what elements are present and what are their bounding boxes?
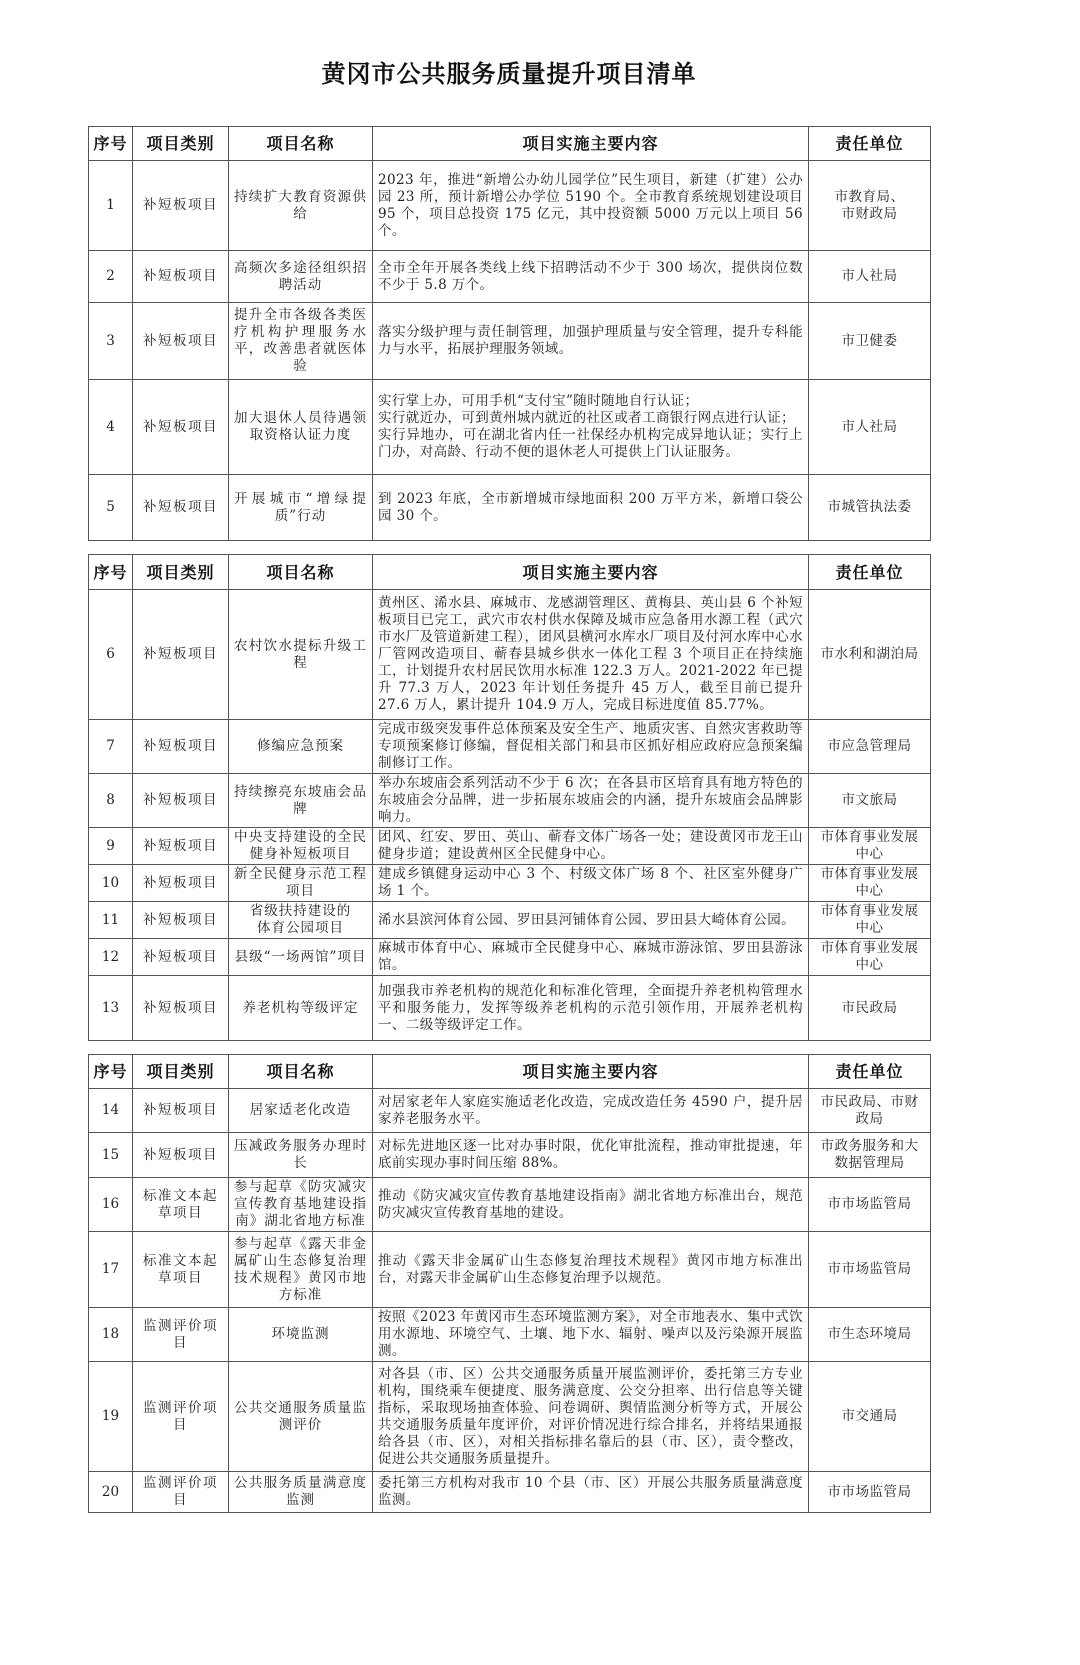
row-category: 监测评价项目 xyxy=(133,1308,229,1362)
row-number: 7 xyxy=(89,720,133,774)
row-content: 对居家老年人家庭实施适老化改造，完成改造任务 4590 户，提升居家养老服务水平。 xyxy=(373,1089,809,1133)
row-content: 全市全年开展各类线上线下招聘活动不少于 300 场次，提供岗位数不少于 5.8 万个。 xyxy=(373,251,809,303)
row-responsible-unit: 市体育事业发展中心 xyxy=(809,939,931,976)
row-project-name: 持续擦亮东坡庙会品牌 xyxy=(229,774,373,828)
table-row xyxy=(89,720,931,774)
row-content: 推动《防灾减灾宣传教育基地建设指南》湖北省地方标准出台，规范防灾减灾宣传教育基地的建设。 xyxy=(373,1178,809,1232)
row-category: 补短板项目 xyxy=(133,720,229,774)
row-content: 对各县（市、区）公共交通服务质量开展监测评价，委托第三方专业机构，围绕乘车便捷度、服务满意度、公交分担率、出行信息等关键指标，采取现场抽查体验、问卷调研、舆情监测分析等方式，开展公共交通服务质量年度评价，对评价情况进行综合排名，并将结果通报给各县（市、区），对相关指标排名靠后的县（市、区），责令整改，促进公共交通服务质量提升。 xyxy=(373,1362,809,1472)
row-category: 补短板项目 xyxy=(133,1089,229,1133)
table-row xyxy=(89,1472,931,1513)
row-content: 浠水县滨河体育公园、罗田县河铺体育公园、罗田县大崎体育公园。 xyxy=(373,902,809,939)
row-category: 补短板项目 xyxy=(133,902,229,939)
row-content: 对标先进地区逐一比对办事时限，优化审批流程，推动审批提速，年底前实现办事时间压缩 88%。 xyxy=(373,1133,809,1178)
header-content: 项目实施主要内容 xyxy=(373,1055,809,1089)
table-row xyxy=(89,303,931,380)
row-number: 5 xyxy=(89,475,133,541)
row-category: 监测评价项目 xyxy=(133,1472,229,1513)
row-number: 2 xyxy=(89,251,133,303)
table-row xyxy=(89,1308,931,1362)
header-project-name: 项目名称 xyxy=(229,127,373,161)
row-project-name: 开展城市“增绿提质”行动 xyxy=(229,475,373,541)
row-category: 补短板项目 xyxy=(133,590,229,720)
row-responsible-unit: 市政务服务和大数据管理局 xyxy=(809,1133,931,1178)
row-responsible-unit: 市市场监管局 xyxy=(809,1232,931,1308)
row-responsible-unit: 市市场监管局 xyxy=(809,1178,931,1232)
row-project-name: 新全民健身示范工程项目 xyxy=(229,865,373,902)
row-project-name: 养老机构等级评定 xyxy=(229,976,373,1041)
row-content: 落实分级护理与责任制管理，加强护理质量与安全管理，提升专科能力与水平，拓展护理服务领域。 xyxy=(373,303,809,380)
table-row xyxy=(89,1178,931,1232)
row-project-name: 参与起草《防灾减灾宣传教育基地建设指南》湖北省地方标准 xyxy=(229,1178,373,1232)
header-number: 序号 xyxy=(89,1055,133,1089)
table-row xyxy=(89,1362,931,1472)
row-category: 补短板项目 xyxy=(133,475,229,541)
row-responsible-unit: 市体育事业发展中心 xyxy=(809,902,931,939)
row-content: 加强我市养老机构的规范化和标准化管理，全面提升养老机构管理水平和服务能力，发挥等级养老机构的示范引领作用，开展养老机构一、二级等级评定工作。 xyxy=(373,976,809,1041)
row-number: 13 xyxy=(89,976,133,1041)
row-category: 补短板项目 xyxy=(133,380,229,475)
row-category: 补短板项目 xyxy=(133,774,229,828)
row-responsible-unit: 市民政局、市财政局 xyxy=(809,1089,931,1133)
header-responsible-unit: 责任单位 xyxy=(809,555,931,590)
table-row xyxy=(89,976,931,1041)
row-category: 补短板项目 xyxy=(133,303,229,380)
header-category: 项目类别 xyxy=(133,555,229,590)
table-row xyxy=(89,1089,931,1133)
row-number: 17 xyxy=(89,1232,133,1308)
row-number: 8 xyxy=(89,774,133,828)
table-row xyxy=(89,828,931,865)
header-category: 项目类别 xyxy=(133,127,229,161)
row-content: 实行掌上办，可用手机“支付宝”随时随地自行认证； 实行就近办，可到黄州城内就近的社区或者工商银行网点进行认证； 实行异地办，可在湖北省内任一社保经办机构完成异地认证；实行上门办，对高龄、行动不便的退休老人可提供上门认证服务。 xyxy=(373,380,809,475)
row-responsible-unit: 市人社局 xyxy=(809,251,931,303)
project-table xyxy=(88,1054,931,1513)
table-row xyxy=(89,161,931,251)
table-header-row xyxy=(89,555,931,590)
row-project-name: 公共服务质量满意度监测 xyxy=(229,1472,373,1513)
row-content: 建成乡镇健身运动中心 3 个、村级文体广场 8 个、社区室外健身广场 1 个。 xyxy=(373,865,809,902)
row-number: 3 xyxy=(89,303,133,380)
row-project-name: 居家适老化改造 xyxy=(229,1089,373,1133)
project-table xyxy=(88,126,931,541)
row-number: 15 xyxy=(89,1133,133,1178)
table-row xyxy=(89,475,931,541)
row-content: 举办东坡庙会系列活动不少于 6 次；在各县市区培育具有地方特色的东坡庙会分品牌，进一步拓展东坡庙会的内涵，提升东坡庙会品牌影响力。 xyxy=(373,774,809,828)
table-header-row xyxy=(89,1055,931,1089)
table-row xyxy=(89,939,931,976)
row-number: 1 xyxy=(89,161,133,251)
document-sheet xyxy=(88,56,930,1513)
row-responsible-unit: 市教育局、 市财政局 xyxy=(809,161,931,251)
row-category: 监测评价项目 xyxy=(133,1362,229,1472)
table-row xyxy=(89,865,931,902)
table-row xyxy=(89,251,931,303)
header-number: 序号 xyxy=(89,127,133,161)
row-number: 18 xyxy=(89,1308,133,1362)
row-number: 20 xyxy=(89,1472,133,1513)
row-responsible-unit: 市交通局 xyxy=(809,1362,931,1472)
row-content: 团风、红安、罗田、英山、蕲春文体广场各一处；建设黄冈市龙王山健身步道；建设黄州区全民健身中心。 xyxy=(373,828,809,865)
row-category: 标准文本起草项目 xyxy=(133,1232,229,1308)
row-number: 19 xyxy=(89,1362,133,1472)
table-row xyxy=(89,1133,931,1178)
header-content: 项目实施主要内容 xyxy=(373,555,809,590)
row-responsible-unit: 市应急管理局 xyxy=(809,720,931,774)
table-header-row xyxy=(89,127,931,161)
row-content: 到 2023 年底，全市新增城市绿地面积 200 万平方米，新增口袋公园 30 个。 xyxy=(373,475,809,541)
table-row xyxy=(89,774,931,828)
table-row xyxy=(89,902,931,939)
row-number: 9 xyxy=(89,828,133,865)
row-project-name: 参与起草《露天非金属矿山生态修复治理技术规程》黄冈市地方标准 xyxy=(229,1232,373,1308)
row-responsible-unit: 市卫健委 xyxy=(809,303,931,380)
row-project-name: 压减政务服务办理时长 xyxy=(229,1133,373,1178)
row-project-name: 中央支持建设的全民健身补短板项目 xyxy=(229,828,373,865)
row-responsible-unit: 市民政局 xyxy=(809,976,931,1041)
row-content: 黄州区、浠水县、麻城市、龙感湖管理区、黄梅县、英山县 6 个补短板项目已完工，武穴市农村供水保障及城市应急备用水源工程（武穴市水厂及管道新建工程），团风县横河水库水厂项目及付河水库中心水厂管网改造项目、蕲春县城乡供水一体化工程 3 个项目正在持续施工，计划提升农村居民饮用水标准 122.3 万人。2021-2022 年已提升 77.3 万人，2023 年计划任务提升 45 万人，截至目前已提升 27.6 万人，累计提升 104.9 万人，完成目标进度值 85.77%。 xyxy=(373,590,809,720)
row-project-name: 省级扶持建设的 体育公园项目 xyxy=(229,902,373,939)
row-category: 补短板项目 xyxy=(133,865,229,902)
header-number: 序号 xyxy=(89,555,133,590)
header-responsible-unit: 责任单位 xyxy=(809,127,931,161)
row-number: 14 xyxy=(89,1089,133,1133)
row-category: 补短板项目 xyxy=(133,976,229,1041)
header-category: 项目类别 xyxy=(133,1055,229,1089)
row-number: 6 xyxy=(89,590,133,720)
row-content: 推动《露天非金属矿山生态修复治理技术规程》黄冈市地方标准出台，对露天非金属矿山生态修复治理予以规范。 xyxy=(373,1232,809,1308)
row-number: 4 xyxy=(89,380,133,475)
row-responsible-unit: 市城管执法委 xyxy=(809,475,931,541)
header-content: 项目实施主要内容 xyxy=(373,127,809,161)
row-project-name: 高频次多途径组织招聘活动 xyxy=(229,251,373,303)
row-responsible-unit: 市生态环境局 xyxy=(809,1308,931,1362)
row-content: 按照《2023 年黄冈市生态环境监测方案》，对全市地表水、集中式饮用水源地、环境空气、土壤、地下水、辐射、噪声以及污染源开展监测。 xyxy=(373,1308,809,1362)
row-responsible-unit: 市人社局 xyxy=(809,380,931,475)
row-project-name: 持续扩大教育资源供给 xyxy=(229,161,373,251)
row-number: 10 xyxy=(89,865,133,902)
row-project-name: 县级“一场两馆”项目 xyxy=(229,939,373,976)
row-project-name: 提升全市各级各类医疗机构护理服务水平，改善患者就医体验 xyxy=(229,303,373,380)
header-project-name: 项目名称 xyxy=(229,1055,373,1089)
page-title: 黄冈市公共服务质量提升项目清单 xyxy=(321,59,697,88)
row-project-name: 农村饮水提标升级工程 xyxy=(229,590,373,720)
row-content: 委托第三方机构对我市 10 个县（市、区）开展公共服务质量满意度监测。 xyxy=(373,1472,809,1513)
header-project-name: 项目名称 xyxy=(229,555,373,590)
project-table xyxy=(88,554,931,1041)
row-category: 补短板项目 xyxy=(133,939,229,976)
table-row xyxy=(89,1232,931,1308)
row-category: 补短板项目 xyxy=(133,1133,229,1178)
header-responsible-unit: 责任单位 xyxy=(809,1055,931,1089)
row-project-name: 环境监测 xyxy=(229,1308,373,1362)
row-number: 12 xyxy=(89,939,133,976)
row-responsible-unit: 市文旅局 xyxy=(809,774,931,828)
row-responsible-unit: 市体育事业发展中心 xyxy=(809,828,931,865)
table-row xyxy=(89,380,931,475)
row-responsible-unit: 市市场监管局 xyxy=(809,1472,931,1513)
row-category: 补短板项目 xyxy=(133,828,229,865)
row-responsible-unit: 市体育事业发展中心 xyxy=(809,865,931,902)
row-responsible-unit: 市水利和湖泊局 xyxy=(809,590,931,720)
row-content: 完成市级突发事件总体预案及安全生产、地质灾害、自然灾害救助等专项预案修订修编，督促相关部门和县市区抓好相应政府应急预案编制修订工作。 xyxy=(373,720,809,774)
row-project-name: 公共交通服务质量监测评价 xyxy=(229,1362,373,1472)
row-category: 标准文本起草项目 xyxy=(133,1178,229,1232)
table-row xyxy=(89,590,931,720)
row-project-name: 修编应急预案 xyxy=(229,720,373,774)
row-category: 补短板项目 xyxy=(133,251,229,303)
row-number: 16 xyxy=(89,1178,133,1232)
row-content: 麻城市体育中心、麻城市全民健身中心、麻城市游泳馆、罗田县游泳馆。 xyxy=(373,939,809,976)
row-category: 补短板项目 xyxy=(133,161,229,251)
row-number: 11 xyxy=(89,902,133,939)
row-project-name: 加大退休人员待遇领取资格认证力度 xyxy=(229,380,373,475)
row-content: 2023 年，推进“新增公办幼儿园学位”民生项目，新建（扩建）公办园 23 所，预计新增公办学位 5190 个。全市教育系统规划建设项目 95 个，项目总投资 175 亿元，其中投资额 5000 万元以上项目 56 个。 xyxy=(373,161,809,251)
